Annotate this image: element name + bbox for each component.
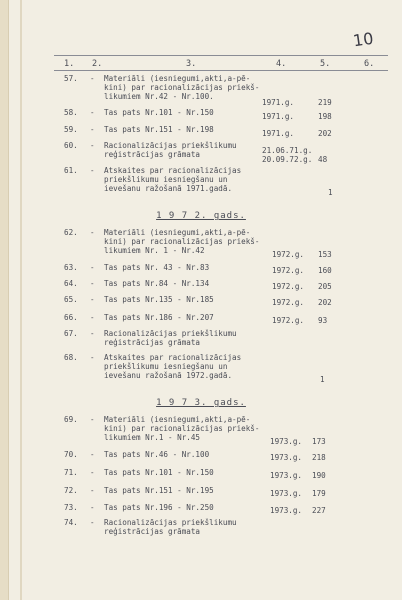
row-description: Materiāli (iesniegumi,akti,a-pē- kini) par racionalizācijas priekš- likumiem Nr. 1 - Nr.42 [104,228,260,255]
row-description: Racionalizācijas priekšlikumu reģistrācijas grāmata [104,329,237,347]
row-dash: - [90,166,95,175]
row-date: 1972.g. [272,282,305,291]
row-number: 73. [64,503,78,512]
row-description: Tas pats Nr.151 - Nr.198 [104,125,214,134]
handwritten-page-number: 10 [351,28,375,51]
row-dash: - [90,518,95,527]
row-number: 71. [64,468,78,477]
row-dash: - [90,74,95,83]
row-date: 1973.g. [270,437,303,446]
row-number: 67. [64,329,78,338]
row-dash: - [90,329,95,338]
row-dash: - [90,468,95,477]
row-number: 66. [64,313,78,322]
row-page-count: 160 [318,266,332,275]
row-dash: - [90,415,95,424]
row-page-count: 202 [318,298,332,307]
row-description: Tas pats Nr.46 - Nr.100 [104,450,210,459]
paper-binding-edge [0,0,9,600]
row-dash: - [90,263,95,272]
row-date: 1972.g. [272,250,305,259]
row-dash: - [90,108,95,117]
row-date: 1972.g. [272,298,305,307]
row-description: Racionalizācijas priekšlikumu reģistrācijas grāmata [104,518,237,536]
row-description: Racionalizācijas priekšlikumu reģistrācijas grāmata [104,141,237,159]
row-description: Tas pats Nr.101 - Nr.150 [104,468,214,477]
row-description: Materiāli (iesniegumi,akti,a-pē- kini) par racionalizācijas priekš- likumiem Nr.42 - Nr.100. [104,74,260,101]
row-dash: - [90,125,95,134]
row-page-count: 173 [312,437,326,446]
row-dash: - [90,295,95,304]
row-page-count: 1 [328,188,333,197]
row-dash: - [90,486,95,495]
column-header-6: 6. [364,59,375,69]
row-number: 64. [64,279,78,288]
row-number: 74. [64,518,78,527]
row-description: Materiāli (iesniegumi,akti,a-pē- kini) par racionalizācijas priekš- likumiem Nr.1 - Nr.45 [104,415,260,442]
row-description: Tas pats Nr.196 - Nr.250 [104,503,214,512]
row-date: 1973.g. [270,453,303,462]
row-date: 1973.g. [270,471,303,480]
row-date: 1971.g. [262,98,295,107]
year-heading-1973: 1 9 7 3. gads. [156,398,246,408]
header-top-rule [54,55,388,56]
row-date: 1972.g. [272,316,305,325]
row-page-count: 205 [318,282,332,291]
row-description: Tas pats Nr. 43 - Nr.83 [104,263,210,272]
row-page-count: 93 [318,316,328,325]
row-description: Tas pats Nr.151 - Nr.195 [104,486,214,495]
row-page-count: 48 [318,155,328,164]
row-dash: - [90,503,95,512]
row-date: 1972.g. [272,266,305,275]
row-number: 72. [64,486,78,495]
row-dash: - [90,279,95,288]
row-number: 62. [64,228,78,237]
row-date: 21.06.71.g. 20.09.72.g. [262,146,313,164]
column-header-3: 3. [186,59,197,69]
row-dash: - [90,450,95,459]
column-header-5: 5. [320,59,331,69]
row-number: 57. [64,74,78,83]
row-page-count: 190 [312,471,326,480]
paper-fold-line [20,0,22,600]
row-date: 1971.g. [262,112,295,121]
row-number: 70. [64,450,78,459]
row-page-count: 179 [312,489,326,498]
row-dash: - [90,353,95,362]
row-page-count: 227 [312,506,326,515]
row-description: Atskaites par racionalizācijas priekšlikumu iesniegšanu un ievešanu ražošanā 1971.gadā. [104,166,242,193]
row-page-count: 218 [312,453,326,462]
header-bottom-rule [54,70,388,71]
row-number: 59. [64,125,78,134]
row-number: 58. [64,108,78,117]
row-number: 65. [64,295,78,304]
column-header-2: 2. [92,59,103,69]
row-date: 1971.g. [262,129,295,138]
row-dash: - [90,313,95,322]
column-header-1: 1. [64,59,75,69]
row-number: 63. [64,263,78,272]
row-description: Tas pats Nr.84 - Nr.134 [104,279,210,288]
row-page-count: 1 [320,375,325,384]
row-dash: - [90,141,95,150]
row-page-count: 153 [318,250,332,259]
row-number: 61. [64,166,78,175]
row-description: Atskaites par racionalizācijas priekšlikumu iesniegšanu un ievešanu ražošanā 1972.gadā. [104,353,242,380]
row-dash: - [90,228,95,237]
row-number: 69. [64,415,78,424]
row-description: Tas pats Nr.186 - Nr.207 [104,313,214,322]
row-description: Tas pats Nr.135 - Nr.185 [104,295,214,304]
year-heading-1972: 1 9 7 2. gads. [156,211,246,221]
column-header-4: 4. [276,59,287,69]
row-page-count: 202 [318,129,332,138]
row-number: 68. [64,353,78,362]
row-page-count: 198 [318,112,332,121]
row-description: Tas pats Nr.101 - Nr.150 [104,108,214,117]
row-date: 1973.g. [270,489,303,498]
row-number: 60. [64,141,78,150]
row-date: 1973.g. [270,506,303,515]
row-page-count: 219 [318,98,332,107]
